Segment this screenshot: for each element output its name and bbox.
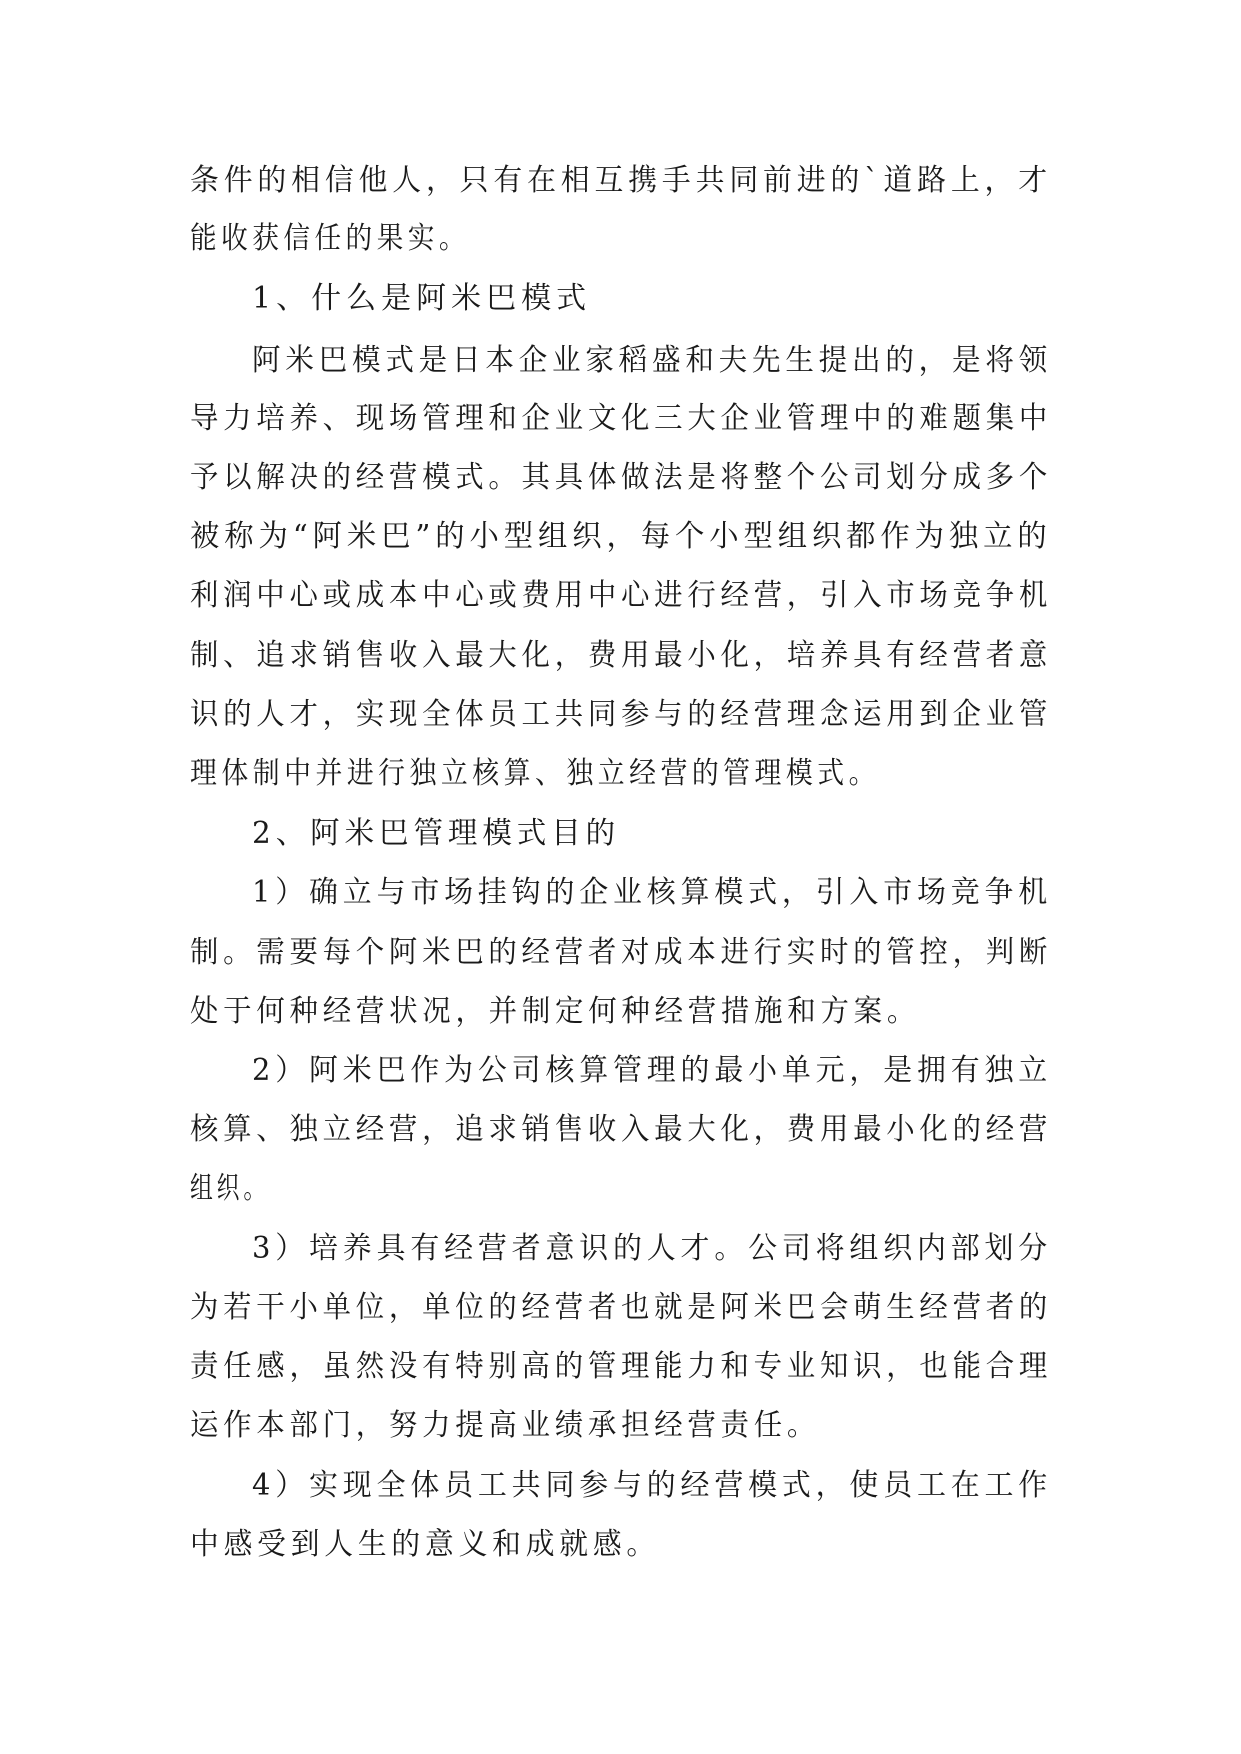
paragraph-line: 理体制中并进行独立核算、独立经营的管理模式。	[190, 756, 880, 791]
paragraph-line: 能收获信任的果实。	[190, 221, 471, 256]
paragraph-line: 4）实现全体员工共同参与的经营模式，使员工在工作	[252, 1468, 1053, 1503]
paragraph-line: 被称为“阿米巴”的小型组织，每个小型组织都作为独立的	[190, 519, 1052, 554]
paragraph-line: 核算、独立经营，追求销售收入最大化，费用最小化的经营	[190, 1112, 1053, 1147]
paragraph-line: 组织。	[190, 1171, 270, 1206]
paragraph-line: 3）培养具有经营者意识的人才。公司将组织内部划分	[252, 1231, 1053, 1266]
paragraph-line: 为若干小单位，单位的经营者也就是阿米巴会萌生经营者的	[190, 1290, 1053, 1325]
paragraph-line: 责任感，虽然没有特别高的管理能力和专业知识，也能合理	[190, 1349, 1053, 1384]
paragraph-line: 处于何种经营状况，并制定何种经营措施和方案。	[190, 994, 921, 1029]
paragraph-line: 2）阿米巴作为公司核算管理的最小单元，是拥有独立	[252, 1053, 1053, 1088]
paragraph-line: 制。需要每个阿米巴的经营者对成本进行实时的管控，判断	[190, 935, 1053, 970]
paragraph-line: 予以解决的经营模式。其具体做法是将整个公司划分成多个	[190, 460, 1053, 495]
paragraph-line: 识的人才，实现全体员工共同参与的经营理念运用到企业管	[190, 697, 1053, 732]
section-heading: 1、什么是阿米巴模式	[252, 281, 592, 316]
section-heading: 2、阿米巴管理模式目的	[252, 816, 621, 851]
paragraph-line: 利润中心或成本中心或费用中心进行经营，引入市场竞争机	[190, 578, 1053, 613]
paragraph-line: 条件的相信他人，只有在相互携手共同前进的`道路上，才	[190, 163, 1052, 198]
paragraph-line: 运作本部门，努力提高业绩承担经营责任。	[190, 1408, 821, 1443]
paragraph-line: 制、追求销售收入最大化，费用最小化，培养具有经营者意	[190, 638, 1053, 673]
paragraph-line: 阿米巴模式是日本企业家稻盛和夫先生提出的，是将领	[252, 343, 1053, 378]
paragraph-line: 中感受到人生的意义和成就感。	[190, 1527, 661, 1562]
paragraph-line: 导力培养、现场管理和企业文化三大企业管理中的难题集中	[190, 401, 1053, 436]
paragraph-line: 1）确立与市场挂钩的企业核算模式，引入市场竞争机	[252, 875, 1053, 910]
